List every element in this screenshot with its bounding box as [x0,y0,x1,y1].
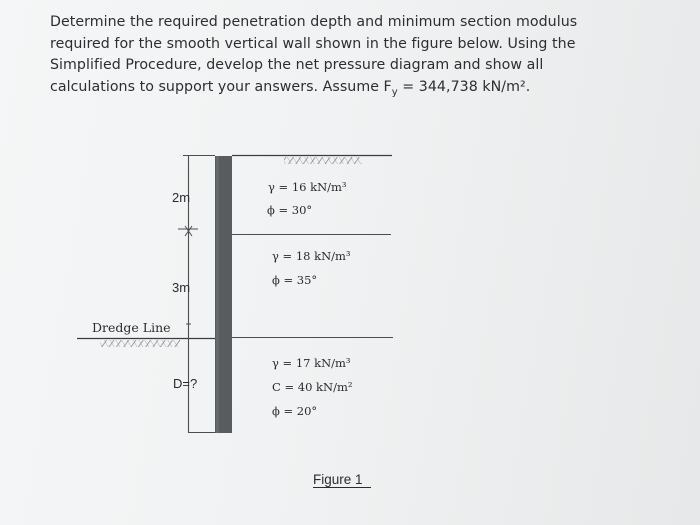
dim-label-2m: 2m [172,190,191,205]
dredge-line-hatch-2 [100,340,180,347]
problem-line-3: Simplified Procedure, develop the net pressure diagram and show all [50,57,544,73]
sheet-pile-wall-highlight [216,156,219,433]
problem-line-2: required for the smooth vertical wall shown in the figure below. Using the [50,35,576,52]
layer-3-cohesion: C = 40 kN/m² [272,380,353,394]
dredge-line-label: Dredge Line [92,320,171,335]
figure-caption: Figure 1 [313,472,363,487]
dim-label-penetration: D=? [173,376,198,391]
dim-label-3m: 3m [172,280,191,295]
problem-line-4-text: calculations to support your answers. Assume F [50,78,392,95]
problem-line-1: Determine the required penetration depth and minimum section modulus [50,14,578,30]
layer-2-phi: ϕ = 35° [272,273,318,287]
fy-value: = 344,738 kN/m². [397,78,531,95]
layer-2-gamma: γ = 18 kN/m³ [272,249,351,263]
layer-1-phi: ϕ = 30° [267,203,313,217]
layer-1-gamma: γ = 16 kN/m³ [268,180,347,194]
fy-subscript: y [391,86,398,98]
ground-surface-hatch-2 [284,157,362,164]
layer-3-phi: ϕ = 20° [272,404,318,418]
layer-3-gamma: γ = 17 kN/m³ [272,356,351,370]
